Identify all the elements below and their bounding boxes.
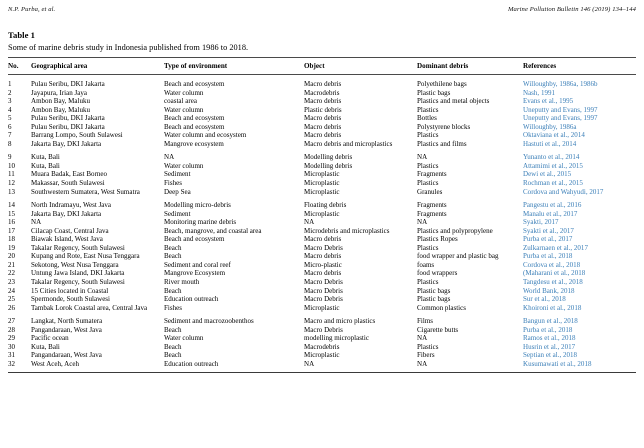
cell-no: 30 bbox=[8, 342, 16, 351]
cell-geographical-area: Pangandaraan, West Java bbox=[31, 325, 102, 334]
cell-reference[interactable]: Uneputty and Evans, 1997 bbox=[523, 105, 598, 114]
cell-no: 8 bbox=[8, 139, 12, 148]
cell-type-of-environment: Education outreach bbox=[164, 295, 219, 304]
cell-dominant-debris: food wrapper and plastic bag bbox=[417, 252, 499, 261]
cell-geographical-area: Pacific ocean bbox=[31, 334, 69, 343]
cell-type-of-environment: Water column bbox=[164, 334, 204, 343]
cell-dominant-debris: NA bbox=[417, 334, 428, 343]
cell-geographical-area: Takalar Regency, South Sulawesi bbox=[31, 243, 125, 252]
cell-dominant-debris: food wrappers bbox=[417, 269, 458, 278]
cell-object: Macro debris bbox=[304, 80, 342, 88]
cell-reference[interactable]: Septian et al., 2018 bbox=[523, 351, 578, 360]
cell-object: Modelling debris bbox=[304, 153, 353, 162]
cell-no: 14 bbox=[8, 201, 16, 210]
cell-type-of-environment: Water column and ecosystem bbox=[164, 131, 247, 140]
cell-no: 3 bbox=[8, 97, 12, 106]
cell-geographical-area: Makassar, South Sulawesi bbox=[31, 179, 105, 188]
cell-type-of-environment: Education outreach bbox=[164, 359, 219, 368]
cell-dominant-debris: NA bbox=[417, 153, 428, 162]
cell-reference[interactable]: Purba et al., 2018 bbox=[523, 252, 573, 261]
cell-no: 7 bbox=[8, 131, 12, 140]
cell-object: Modelling debris bbox=[304, 161, 353, 170]
column-header-dominant-debris: Dominant debris bbox=[417, 58, 523, 75]
cell-type-of-environment: Sediment bbox=[164, 170, 191, 179]
cell-reference[interactable]: Tangdesu et al., 2018 bbox=[523, 278, 583, 287]
running-head-authors: N.P. Purba, et al. bbox=[8, 6, 56, 13]
table-row bbox=[8, 153, 636, 162]
cell-type-of-environment: Water column bbox=[164, 161, 204, 170]
cell-object: Macro Debris bbox=[304, 286, 343, 295]
cell-object: Microplastic bbox=[304, 209, 340, 218]
cell-no: 11 bbox=[8, 170, 15, 179]
table-bottom-rule bbox=[8, 372, 636, 373]
cell-object: Micro-plastic bbox=[304, 260, 342, 269]
table-row bbox=[8, 210, 636, 219]
cell-dominant-debris: Fragments bbox=[417, 201, 447, 210]
cell-geographical-area: North Indramayu, West Java bbox=[31, 201, 112, 210]
cell-geographical-area: Ambon Bay, Maluku bbox=[31, 97, 91, 106]
cell-no: 12 bbox=[8, 179, 16, 188]
cell-dominant-debris: Films bbox=[417, 317, 434, 326]
cell-type-of-environment: Beach bbox=[164, 252, 182, 261]
table-row bbox=[8, 269, 636, 278]
cell-object: Macro Debris bbox=[304, 295, 343, 304]
cell-type-of-environment: Beach, mangrove, and coastal area bbox=[164, 226, 262, 235]
table-row bbox=[8, 343, 636, 352]
column-header-type-of-environment: Type of environment bbox=[164, 58, 304, 75]
cell-dominant-debris: Plastics and metal objects bbox=[417, 97, 490, 106]
cell-no: 5 bbox=[8, 114, 12, 123]
cell-geographical-area: Pangandaraan, West Java bbox=[31, 351, 102, 360]
cell-dominant-debris: Plastics and polypropylene bbox=[417, 226, 493, 235]
cell-reference[interactable]: Willoughby, 1986a, 1986b bbox=[523, 80, 598, 88]
cell-geographical-area: Muara Badak, East Borneo bbox=[31, 170, 108, 179]
cell-dominant-debris: Plastics bbox=[417, 161, 439, 170]
cell-geographical-area: Untung Jawa Island, DKI Jakarta bbox=[31, 269, 125, 278]
cell-object: Microplastic bbox=[304, 303, 340, 312]
cell-object: modelling microplastic bbox=[304, 334, 369, 343]
cell-dominant-debris: Plastics bbox=[417, 105, 439, 114]
cell-no: 25 bbox=[8, 295, 16, 304]
cell-type-of-environment: Beach bbox=[164, 351, 182, 360]
cell-type-of-environment: Modelling micro-debris bbox=[164, 201, 231, 210]
cell-type-of-environment: coastal area bbox=[164, 97, 197, 106]
cell-no: 23 bbox=[8, 278, 16, 287]
cell-geographical-area: Takalar Regency, South Sulawesi bbox=[31, 278, 125, 287]
table-row bbox=[8, 334, 636, 343]
cell-object: Macro debris bbox=[304, 131, 342, 140]
cell-reference[interactable]: Evans et al., 1995 bbox=[523, 97, 574, 106]
cell-geographical-area: 15 Cities located in Coastal bbox=[31, 286, 109, 295]
cell-reference[interactable]: Sur et al., 2018 bbox=[523, 295, 566, 304]
cell-reference[interactable]: Dewi et al., 2015 bbox=[523, 170, 572, 179]
cell-no: 26 bbox=[8, 303, 16, 312]
cell-no: 17 bbox=[8, 226, 16, 235]
table-row bbox=[8, 326, 636, 335]
cell-geographical-area: Biawak Island, West Java bbox=[31, 235, 103, 244]
cell-reference[interactable]: Willoughby, 1986a bbox=[523, 122, 577, 131]
cell-type-of-environment: Water column bbox=[164, 88, 204, 97]
cell-geographical-area: Tambak Lorok Coastal area, Central Java bbox=[31, 303, 148, 312]
cell-object: Macro and micro plastics bbox=[304, 317, 376, 326]
cell-no: 15 bbox=[8, 209, 16, 218]
cell-no: 1 bbox=[8, 80, 12, 88]
table-row bbox=[8, 75, 636, 89]
cell-dominant-debris: Plastic bags bbox=[417, 88, 451, 97]
cell-geographical-area: NA bbox=[31, 218, 42, 227]
cell-object: Macro Debris bbox=[304, 325, 343, 334]
cell-object: Macro debris bbox=[304, 97, 342, 106]
cell-type-of-environment: Beach and ecosystem bbox=[164, 80, 225, 88]
cell-geographical-area: Southwestern Sumatera, West Sumatra bbox=[31, 187, 140, 196]
cell-type-of-environment: Beach and ecosystem bbox=[164, 122, 225, 131]
cell-dominant-debris: NA bbox=[417, 359, 428, 368]
table-row bbox=[8, 201, 636, 210]
table-body bbox=[8, 75, 636, 372]
cell-type-of-environment: Fishes bbox=[164, 179, 182, 188]
table-row bbox=[8, 227, 636, 236]
cell-object: Macro debris and microplastics bbox=[304, 139, 393, 148]
cell-geographical-area: West Aceh, Aceh bbox=[31, 359, 79, 368]
cell-object: Macro Debris bbox=[304, 243, 343, 252]
table-row bbox=[8, 179, 636, 188]
cell-object: Microplastic bbox=[304, 187, 340, 196]
table-row bbox=[8, 244, 636, 253]
cell-no: 16 bbox=[8, 218, 16, 227]
cell-object: NA bbox=[304, 359, 315, 368]
marine-debris-table bbox=[8, 57, 636, 372]
cell-no: 4 bbox=[8, 105, 12, 114]
cell-type-of-environment: Mangrove Ecosystem bbox=[164, 269, 226, 278]
table-row bbox=[8, 123, 636, 132]
table-row bbox=[8, 162, 636, 171]
cell-dominant-debris: Plastic bags bbox=[417, 295, 451, 304]
cell-no: 19 bbox=[8, 243, 16, 252]
cell-no: 27 bbox=[8, 317, 16, 326]
cell-object: Macro debris bbox=[304, 269, 342, 278]
cell-no: 2 bbox=[8, 88, 12, 97]
cell-dominant-debris: Common plastics bbox=[417, 303, 466, 312]
table-caption: Some of marine debris study in Indonesia published from 1986 to 2018. bbox=[8, 43, 249, 52]
cell-reference[interactable]: Bangun et al., 2018 bbox=[523, 317, 578, 326]
cell-dominant-debris: Plastics Ropes bbox=[417, 235, 458, 244]
cell-geographical-area: Kuta, Bali bbox=[31, 153, 60, 162]
cell-geographical-area: Pulau Seribu, DKI Jakarta bbox=[31, 114, 105, 123]
cell-reference[interactable]: Pangestu et al., 2016 bbox=[523, 201, 582, 210]
table-row bbox=[8, 89, 636, 98]
cell-object: Microplastic bbox=[304, 170, 340, 179]
cell-reference[interactable]: Rochman et al., 2015 bbox=[523, 179, 583, 188]
cell-type-of-environment: Beach bbox=[164, 286, 182, 295]
cell-reference[interactable]: Nash, 1991 bbox=[523, 88, 555, 97]
cell-type-of-environment: Monitoring marine debris bbox=[164, 218, 237, 227]
table-number: Table 1 bbox=[8, 30, 36, 40]
cell-no: 10 bbox=[8, 161, 16, 170]
table-row bbox=[8, 188, 636, 197]
cell-object: Microplastic bbox=[304, 351, 340, 360]
cell-object: Macrodebris bbox=[304, 88, 340, 97]
cell-no: 20 bbox=[8, 252, 16, 261]
table-row bbox=[8, 278, 636, 287]
cell-reference[interactable]: Purba et al., 2018 bbox=[523, 325, 573, 334]
cell-reference[interactable]: Oktaviana et al., 2014 bbox=[523, 131, 585, 140]
cell-type-of-environment: Beach and ecosystem bbox=[164, 114, 225, 123]
cell-type-of-environment: Beach and ecosystem bbox=[164, 235, 225, 244]
cell-no: 29 bbox=[8, 334, 16, 343]
cell-reference[interactable]: Cordova and Wahyudi, 2017 bbox=[523, 187, 604, 196]
cell-geographical-area: Sekotong, West Nusa Tenggara bbox=[31, 260, 119, 269]
table-header bbox=[8, 58, 636, 75]
cell-object: Macro debris bbox=[304, 122, 342, 131]
cell-dominant-debris: Bottles bbox=[417, 114, 437, 123]
cell-reference[interactable]: Uneputty and Evans, 1997 bbox=[523, 114, 598, 123]
cell-geographical-area: Jakarta Bay, DKI Jakarta bbox=[31, 139, 102, 148]
cell-dominant-debris: Plastics and films bbox=[417, 139, 467, 148]
table-row bbox=[8, 170, 636, 179]
table-row bbox=[8, 97, 636, 106]
cell-no: 13 bbox=[8, 187, 16, 196]
table-row bbox=[8, 140, 636, 149]
cell-type-of-environment: Beach bbox=[164, 325, 182, 334]
cell-no: 6 bbox=[8, 122, 12, 131]
cell-dominant-debris: Polyethilene bags bbox=[417, 80, 467, 88]
cell-geographical-area: Langkat, North Sumatera bbox=[31, 317, 103, 326]
cell-geographical-area: Kuta, Bali bbox=[31, 161, 60, 170]
cell-reference[interactable]: Hastuti et al., 2014 bbox=[523, 139, 577, 148]
cell-dominant-debris: Plastics bbox=[417, 278, 439, 287]
cell-reference[interactable]: Ramos et al., 2018 bbox=[523, 334, 576, 343]
cell-dominant-debris: foams bbox=[417, 260, 435, 269]
running-head bbox=[8, 0, 636, 13]
table-row bbox=[8, 360, 636, 372]
cell-object: Microdebris and microplastics bbox=[304, 226, 390, 235]
cell-type-of-environment: Water column bbox=[164, 105, 204, 114]
cell-no: 18 bbox=[8, 235, 16, 244]
cell-geographical-area: Spermonde, South Sulawesi bbox=[31, 295, 110, 304]
cell-type-of-environment: Sediment and coral reef bbox=[164, 260, 231, 269]
cell-geographical-area: Pulau Seribu, DKI Jakarta bbox=[31, 80, 105, 88]
cell-reference[interactable]: Husrin et al., 2017 bbox=[523, 342, 576, 351]
cell-reference[interactable]: World Bank, 2018 bbox=[523, 286, 575, 295]
cell-type-of-environment: River mouth bbox=[164, 278, 200, 287]
table-row bbox=[8, 287, 636, 296]
cell-object: Macro debris bbox=[304, 114, 342, 123]
table-header-row bbox=[8, 58, 636, 75]
cell-dominant-debris: Fibers bbox=[417, 351, 435, 360]
cell-dominant-debris: NA bbox=[417, 218, 428, 227]
cell-dominant-debris: Fragments bbox=[417, 170, 447, 179]
cell-object: Macro debris bbox=[304, 252, 342, 261]
column-header-references: References bbox=[523, 58, 636, 75]
table-caption-block bbox=[8, 30, 636, 54]
cell-no: 28 bbox=[8, 325, 16, 334]
cell-reference[interactable]: Attamimi et al., 2015 bbox=[523, 161, 583, 170]
table-row bbox=[8, 317, 636, 326]
cell-object: Macro debris bbox=[304, 235, 342, 244]
table-row bbox=[8, 252, 636, 261]
cell-reference[interactable]: Zulkarnaen et al., 2017 bbox=[523, 243, 588, 252]
cell-object: NA bbox=[304, 218, 315, 227]
cell-dominant-debris: Fragments bbox=[417, 209, 447, 218]
cell-geographical-area: Kupang and Rote, East Nusa Tenggara bbox=[31, 252, 140, 261]
cell-reference[interactable]: Purba et al., 2017 bbox=[523, 235, 573, 244]
cell-dominant-debris: Granules bbox=[417, 187, 443, 196]
cell-geographical-area: Jakarta Bay, DKI Jakarta bbox=[31, 209, 102, 218]
cell-reference[interactable]: (Maharani et al., 2018 bbox=[523, 269, 586, 278]
cell-no: 9 bbox=[8, 153, 12, 162]
cell-geographical-area: Barrang Lompo, South Sulawesi bbox=[31, 131, 123, 140]
cell-object: Macrodebris bbox=[304, 342, 340, 351]
table-row bbox=[8, 131, 636, 140]
cell-no: 22 bbox=[8, 269, 16, 278]
cell-geographical-area: Ambon Bay, Maluku bbox=[31, 105, 91, 114]
table-row bbox=[8, 261, 636, 270]
cell-dominant-debris: Plastic bags bbox=[417, 286, 451, 295]
cell-type-of-environment: Fishes bbox=[164, 303, 182, 312]
cell-type-of-environment: Deep Sea bbox=[164, 187, 191, 196]
cell-object: Floating debris bbox=[304, 201, 347, 210]
cell-no: 24 bbox=[8, 286, 16, 295]
cell-type-of-environment: Beach bbox=[164, 342, 182, 351]
column-header-object: Object bbox=[304, 58, 417, 75]
table-row bbox=[8, 351, 636, 360]
cell-geographical-area: Kuta, Bali bbox=[31, 342, 60, 351]
cell-reference[interactable]: Khoironi et al., 2018 bbox=[523, 303, 582, 312]
cell-object: Macro Debris bbox=[304, 278, 343, 287]
column-header-no: No. bbox=[8, 58, 31, 75]
cell-dominant-debris: Plastics bbox=[417, 342, 439, 351]
table-row bbox=[8, 114, 636, 123]
cell-no: 32 bbox=[8, 359, 16, 368]
running-head-journal: Marine Pollution Bulletin 146 (2019) 134–144 bbox=[507, 6, 636, 13]
cell-reference[interactable]: Cordova et al., 2018 bbox=[523, 260, 581, 269]
cell-object: Microplastic bbox=[304, 179, 340, 188]
cell-no: 21 bbox=[8, 260, 16, 269]
table-row bbox=[8, 235, 636, 244]
table-row bbox=[8, 304, 636, 313]
cell-geographical-area: Cilacap Coast, Central Java bbox=[31, 226, 109, 235]
cell-type-of-environment: NA bbox=[164, 153, 175, 162]
cell-dominant-debris: Plastics bbox=[417, 179, 439, 188]
cell-type-of-environment: Sediment and macrozoobenthos bbox=[164, 317, 254, 326]
cell-reference[interactable]: Yunanto et al., 2014 bbox=[523, 153, 580, 162]
cell-type-of-environment: Sediment bbox=[164, 209, 191, 218]
column-header-geographical-area: Geographical area bbox=[31, 58, 164, 75]
cell-dominant-debris: Plastics bbox=[417, 243, 439, 252]
cell-type-of-environment: Mangrove ecosystem bbox=[164, 139, 224, 148]
cell-type-of-environment: Beach bbox=[164, 243, 182, 252]
cell-reference[interactable]: Syakti, 2017 bbox=[523, 218, 559, 227]
cell-dominant-debris: Cigarette butts bbox=[417, 325, 459, 334]
cell-object: Plastic debris bbox=[304, 105, 342, 114]
cell-no: 31 bbox=[8, 351, 16, 360]
cell-reference[interactable]: Kusumawati et al., 2018 bbox=[523, 359, 592, 368]
cell-dominant-debris: Polystyrene blocks bbox=[417, 122, 471, 131]
cell-geographical-area: Pulau Seribu, DKI Jakarta bbox=[31, 122, 105, 131]
cell-geographical-area: Jayapura, Irian Jaya bbox=[31, 88, 87, 97]
table-row bbox=[8, 106, 636, 115]
cell-reference[interactable]: Manalu et al., 2017 bbox=[523, 209, 578, 218]
cell-reference[interactable]: Syakti et al., 2017 bbox=[523, 226, 574, 235]
cell-dominant-debris: Plastics bbox=[417, 131, 439, 140]
table-row bbox=[8, 295, 636, 304]
table-row bbox=[8, 218, 636, 227]
